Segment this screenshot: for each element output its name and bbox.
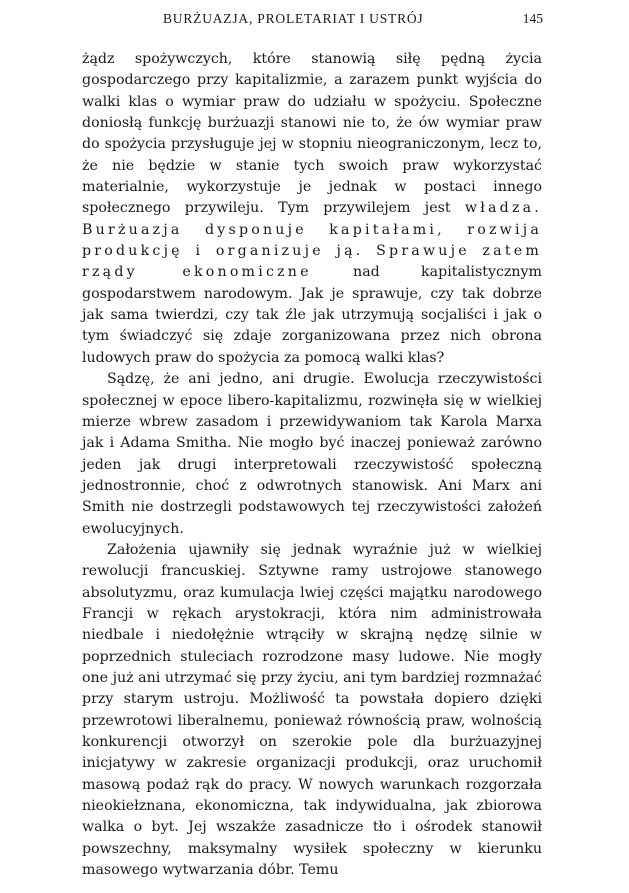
paragraph-text: Założenia ujawniły się jednak wyraźnie już w wielkiej rewolucji francuskiej. Sztywne ramy ustrojowe stanowego absolutyzmu, oraz kumulacja lwiej części majątku narodowego Francji w rękach arystokracji, która nim administrowała niedbale i niedołężnie wtrąciły w skrajną nędzę silnie w poprzednich stuleciach rozrodzone masy ludowe. Nie mogły one już ani utrzymać się przy życiu, ani tym bardziej rozmnażać przy starym ustroju. Możliwość ta powstała dopiero dzięki przewrotowi liberalnemu, ponieważ równością praw, wolnością konkurencji otworzył on szerokie pole dla burżuazyjnej inicjatywy w zakresie organizacji produkcji, oraz uruchomił masową podaż rąk do pracy. W nowych warunkach rozgorzała nieokiełznana, ekonomiczna, tak indywidualna, jak zbiorowa walka o byt. Jej wszakże zasadnicze tło i ośrodek stanowił powszechny, maksymalny wysiłek społeczny w kierunku masowego wytwarzania dóbr. Temu — [82, 541, 542, 879]
page-number: 145 — [522, 11, 543, 26]
paragraph-text: Sądzę, że ani jedno, ani drugie. Ewolucja rzeczywistości społecznej w epoce libero-kapitalizmu, rozwinęła się w wielkiej mierze wbrew zasadom i przewidywaniom tak Karola Marxa jak i Adama Smitha. Nie mogło być inaczej ponieważ zarówno jeden jak drugi interpretowali rzeczywistość społeczną jednostronnie, choć z odwrotnych stanowisk. Ani Marx ani Smith nie dostrzegli podstawowych tej rzeczywistości założeń ewolucyjnych. — [82, 371, 542, 537]
paragraph-3 — [82, 540, 542, 882]
paragraph-2 — [82, 369, 542, 540]
paragraph-text: żądz spożywczych, które stanowią siłę pędną życia gospodarczego przy kapitalizmie, a zarazem punkt wyjścia do walki klas o wymiar praw do udziału w spożyciu. Społeczne doniosłą funkcję burżuazji stanowi nie to, że ów wymiar praw do spożycia przysługuje jej w stopniu nieograniczonym, lecz to, że nie będzie w stanie tych swoich praw wykorzystać materialnie, wykorzystuje je jednak w postaci innego społecznego przywileju. Tym przywilejem jest — [82, 51, 542, 217]
spaced-emphasis-text: władza. Burżuazja dysponuje kapitałami, rozwija produkcję i organizuje ją. Sprawuje zatem rządy ekonomiczne — [82, 200, 542, 281]
paragraph-text: nad kapitalistycznym gospodarstwem narodowym. Jak je sprawuje, czy tak dobrze jak sama twierdzi, czy tak źle jak utrzymują socjaliści i jak o tym świadczyć się zdaje zorganizowana przez nich obrona ludowych praw do spożycia za pomocą walki klas? — [82, 264, 542, 366]
body-text — [82, 49, 542, 881]
running-title: BURŻUAZJA, PROLETARIAT I USTRÓJ — [163, 11, 424, 26]
paragraph-1 — [82, 49, 542, 369]
running-head — [83, 11, 543, 31]
